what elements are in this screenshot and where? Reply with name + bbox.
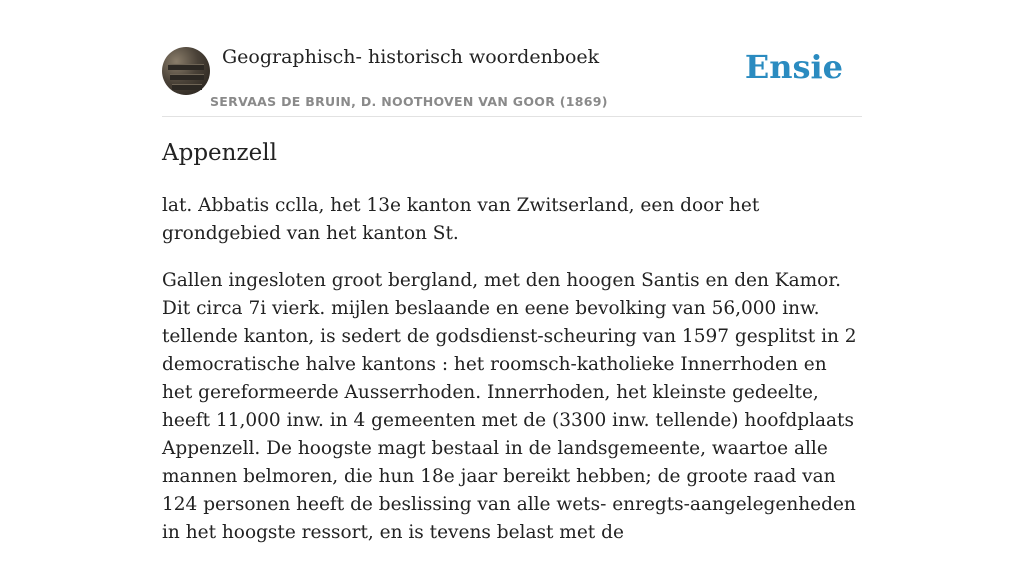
ensie-logo-link[interactable]: Ensie xyxy=(744,48,843,86)
book-authors-year: SERVAAS DE BRUIN, D. NOOTHOVEN VAN GOOR (1869) xyxy=(210,94,608,109)
book-cover-avatar[interactable] xyxy=(162,47,210,95)
entry-paragraph: lat. Abbatis cclla, het 13e kanton van Zwitserland, een door het grondgebied van het kanton St. xyxy=(162,195,760,244)
entry-paragraph: Gallen ingesloten groot bergland, met den hoogen Santis en den Kamor. Dit circa 7i vierk. mijlen beslaande en eene bevolking van 56,000 inw. tellende kanton, is sedert de godsdienst-scheuring van 1597 gesplitst in 2 democratische halve kantons : het roomsch-katholieke Innerrhoden en het gereformeerde Ausserrhoden. Innerrhoden, het kleinste gedeelte, heeft 11,000 inw. in 4 gemeenten met de (3300 inw. tellende) hoofdplaats Appenzell. De hoogste magt bestaal in de landsgemeente, waartoe alle mannen belmoren, die hun 18e jaar bereikt hebben; de groote raad van 124 personen heeft de beslissing van alle wets- enregts-aangelegenheden in het hoogste ressort, en is tevens belast met de xyxy=(162,270,857,543)
entry-title: Appenzell xyxy=(162,140,277,166)
book-title[interactable]: Geographisch- historisch woordenboek xyxy=(222,46,600,68)
book-header xyxy=(162,40,862,117)
entry-content xyxy=(162,192,862,566)
